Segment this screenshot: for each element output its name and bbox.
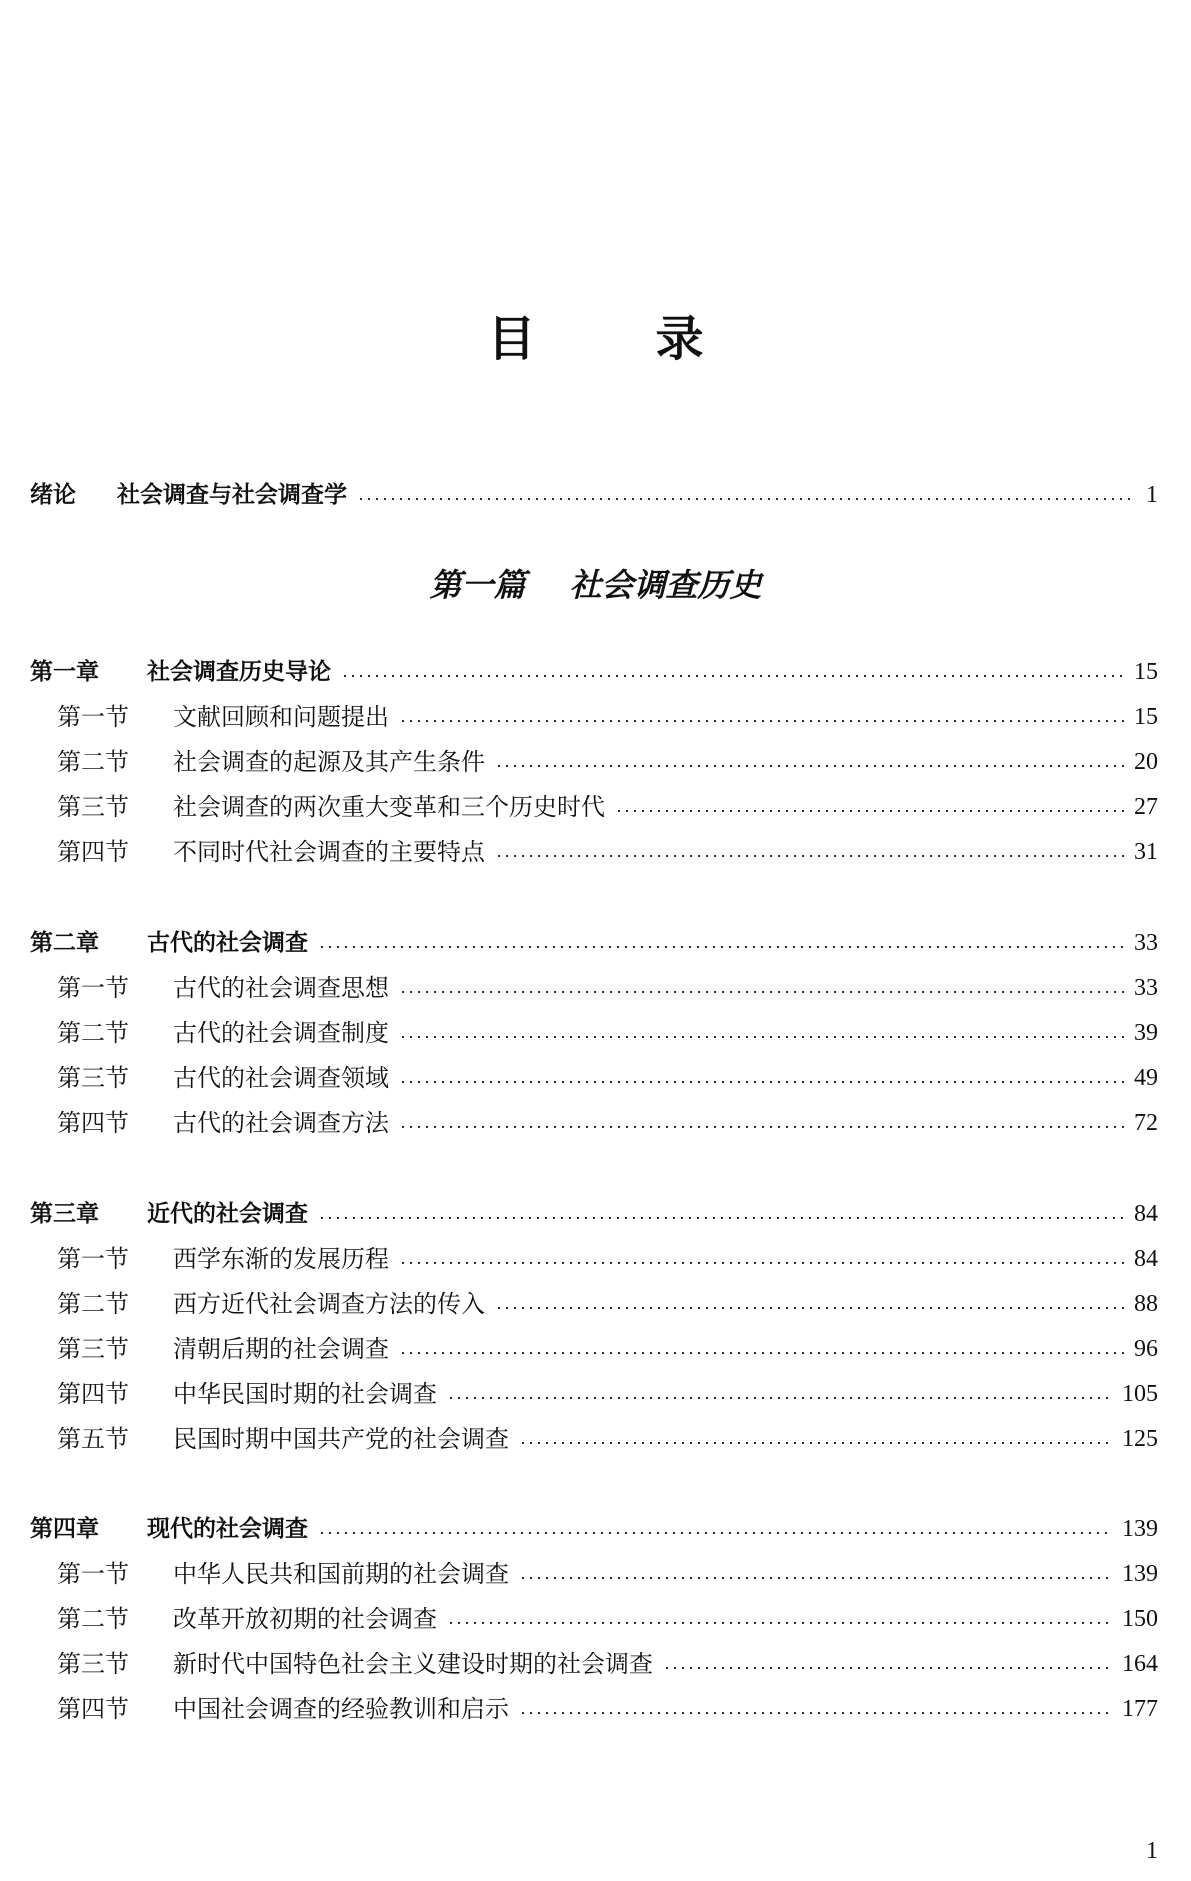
section-number: 第一节	[57, 703, 129, 731]
dot-leader	[495, 1307, 1124, 1309]
page-number: 1	[1146, 1838, 1158, 1864]
section-title: 古代的社会调查制度	[173, 1019, 389, 1047]
section-title: 社会调查的起源及其产生条件	[173, 748, 485, 776]
part-title: 社会调查历史	[569, 566, 762, 604]
toc-section-entry[interactable]	[57, 1647, 1158, 1681]
toc-intro-entry[interactable]	[30, 478, 1158, 512]
chapter-page: 15	[1134, 659, 1158, 685]
section-page: 20	[1134, 749, 1158, 775]
dot-leader	[663, 1667, 1112, 1669]
chapter-title: 近代的社会调查	[147, 1201, 308, 1227]
part-number: 第一篇	[429, 566, 526, 604]
toc-section-entry[interactable]	[57, 1557, 1158, 1591]
title-char-1: 目	[487, 311, 536, 367]
section-number: 第四节	[57, 1380, 129, 1408]
toc-section-entry[interactable]	[57, 1692, 1158, 1726]
section-page: 139	[1122, 1561, 1158, 1587]
section-page: 15	[1134, 704, 1158, 730]
intro-page: 1	[1146, 482, 1158, 508]
chapter-number: 第四章	[30, 1516, 99, 1542]
section-title: 民国时期中国共产党的社会调查	[173, 1425, 509, 1453]
toc-section-entry[interactable]	[57, 1242, 1158, 1276]
toc-section-entry[interactable]	[57, 1106, 1158, 1140]
section-title: 西方近代社会调查方法的传入	[173, 1290, 485, 1318]
section-title: 中华民国时期的社会调查	[173, 1380, 437, 1408]
section-number: 第三节	[57, 1335, 129, 1363]
dot-leader	[318, 1217, 1124, 1219]
section-title: 中国社会调查的经验教训和启示	[173, 1695, 509, 1723]
chapter-title: 古代的社会调查	[147, 930, 308, 956]
section-number: 第五节	[57, 1425, 129, 1453]
title-char-2: 录	[655, 311, 704, 367]
toc-section-entry[interactable]	[57, 1422, 1158, 1456]
page-title	[0, 300, 1191, 369]
section-title: 古代的社会调查方法	[173, 1109, 389, 1137]
dot-leader	[399, 991, 1124, 993]
chapter-title: 社会调查历史导论	[147, 659, 331, 685]
toc-section-entry[interactable]	[57, 835, 1158, 869]
section-number: 第一节	[57, 974, 129, 1002]
toc-section-entry[interactable]	[57, 1061, 1158, 1095]
toc-section-entry[interactable]	[57, 790, 1158, 824]
chapter-number: 第三章	[30, 1201, 99, 1227]
chapter-page: 33	[1134, 930, 1158, 956]
section-title: 社会调查的两次重大变革和三个历史时代	[173, 793, 605, 821]
section-number: 第三节	[57, 1650, 129, 1678]
section-title: 不同时代社会调查的主要特点	[173, 838, 485, 866]
dot-leader	[399, 1036, 1124, 1038]
section-page: 72	[1134, 1110, 1158, 1136]
section-number: 第三节	[57, 793, 129, 821]
section-page: 164	[1122, 1651, 1158, 1677]
section-number: 第三节	[57, 1064, 129, 1092]
intro-number: 绪论	[30, 482, 76, 508]
dot-leader	[399, 1081, 1124, 1083]
dot-leader	[447, 1622, 1112, 1624]
section-number: 第四节	[57, 1695, 129, 1723]
toc-section-entry[interactable]	[57, 700, 1158, 734]
section-page: 125	[1122, 1426, 1158, 1452]
section-title: 西学东渐的发展历程	[173, 1245, 389, 1273]
section-title: 古代的社会调查领域	[173, 1064, 389, 1092]
section-page: 31	[1134, 839, 1158, 865]
toc-section-entry[interactable]	[57, 1332, 1158, 1366]
toc-section-entry[interactable]	[57, 1287, 1158, 1321]
section-page: 27	[1134, 794, 1158, 820]
dot-leader	[399, 1262, 1124, 1264]
section-title: 新时代中国特色社会主义建设时期的社会调查	[173, 1650, 653, 1678]
chapter-number: 第一章	[30, 659, 99, 685]
chapter-title: 现代的社会调查	[147, 1516, 308, 1542]
section-page: 177	[1122, 1696, 1158, 1722]
section-number: 第二节	[57, 1290, 129, 1318]
section-number: 第二节	[57, 1605, 129, 1633]
dot-leader	[495, 855, 1124, 857]
toc-section-entry[interactable]	[57, 1016, 1158, 1050]
dot-leader	[399, 1126, 1124, 1128]
toc-section-entry[interactable]	[57, 1602, 1158, 1636]
chapter-number: 第二章	[30, 930, 99, 956]
dot-leader	[519, 1712, 1112, 1714]
section-title: 古代的社会调查思想	[173, 974, 389, 1002]
dot-leader	[399, 720, 1124, 722]
dot-leader	[447, 1397, 1112, 1399]
dot-leader	[495, 765, 1124, 767]
dot-leader	[341, 675, 1124, 677]
dot-leader	[399, 1352, 1124, 1354]
part-heading	[0, 560, 1191, 606]
dot-leader	[318, 946, 1124, 948]
toc-section-entry[interactable]	[57, 971, 1158, 1005]
section-page: 33	[1134, 975, 1158, 1001]
dot-leader	[318, 1532, 1112, 1534]
chapter-page: 84	[1134, 1201, 1158, 1227]
section-number: 第一节	[57, 1245, 129, 1273]
section-page: 150	[1122, 1606, 1158, 1632]
toc-section-entry[interactable]	[57, 745, 1158, 779]
toc-chapter-entry[interactable]	[30, 1512, 1158, 1546]
section-page: 88	[1134, 1291, 1158, 1317]
section-title: 中华人民共和国前期的社会调查	[173, 1560, 509, 1588]
section-number: 第二节	[57, 1019, 129, 1047]
dot-leader	[357, 498, 1136, 500]
toc-chapter-entry[interactable]	[30, 1197, 1158, 1231]
section-page: 39	[1134, 1020, 1158, 1046]
dot-leader	[519, 1577, 1112, 1579]
section-page: 49	[1134, 1065, 1158, 1091]
intro-title: 社会调查与社会调查学	[117, 482, 347, 508]
section-number: 第一节	[57, 1560, 129, 1588]
section-page: 96	[1134, 1336, 1158, 1362]
dot-leader	[519, 1442, 1112, 1444]
toc-chapter-entry[interactable]	[30, 655, 1158, 689]
toc-section-entry[interactable]	[57, 1377, 1158, 1411]
section-page: 84	[1134, 1246, 1158, 1272]
dot-leader	[615, 810, 1124, 812]
section-title: 文献回顾和问题提出	[173, 703, 389, 731]
chapter-page: 139	[1122, 1516, 1158, 1542]
toc-chapter-entry[interactable]	[30, 926, 1158, 960]
section-number: 第四节	[57, 1109, 129, 1137]
section-title: 清朝后期的社会调查	[173, 1335, 389, 1363]
section-page: 105	[1122, 1381, 1158, 1407]
section-number: 第二节	[57, 748, 129, 776]
section-title: 改革开放初期的社会调查	[173, 1605, 437, 1633]
section-number: 第四节	[57, 838, 129, 866]
